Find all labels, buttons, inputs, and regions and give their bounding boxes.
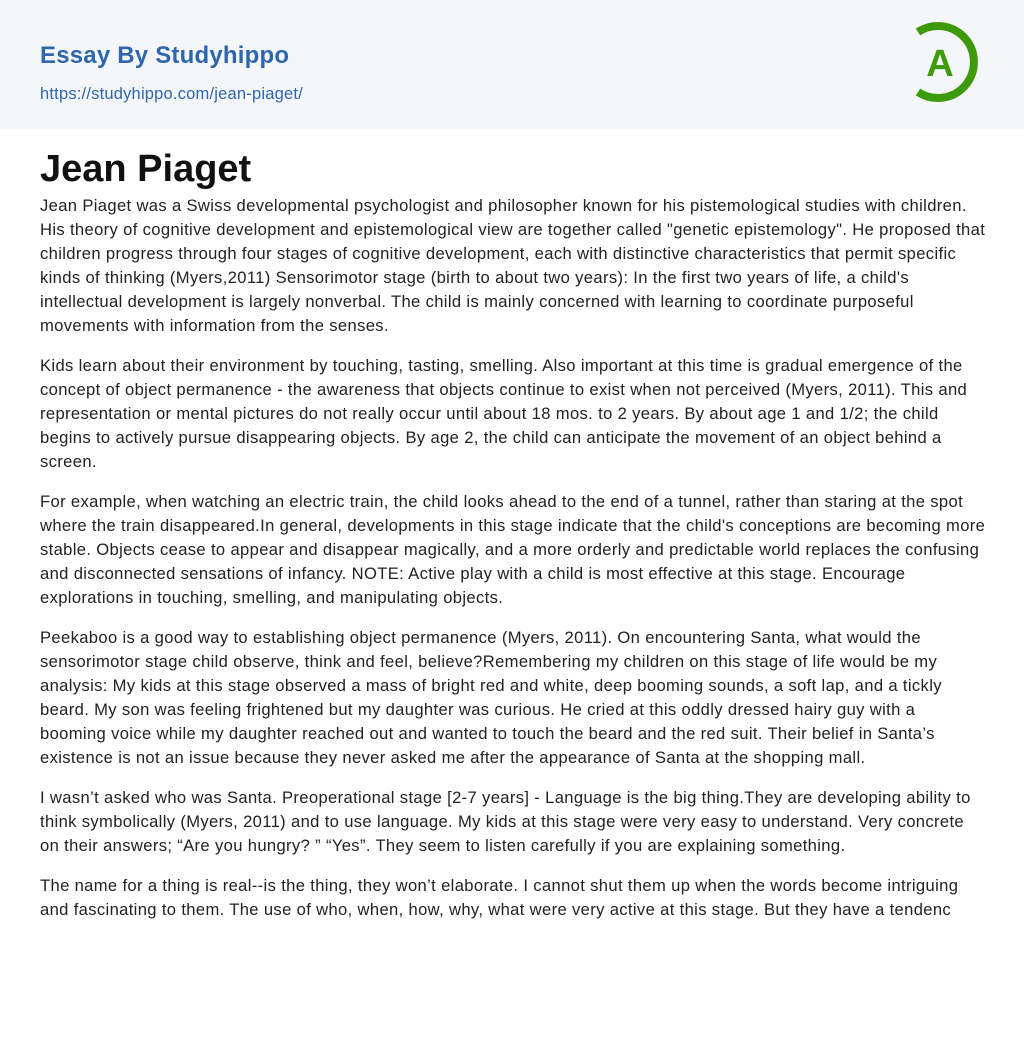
essay-body: [40, 194, 986, 938]
paragraph: The name for a thing is real--is the thing, they won’t elaborate. I cannot shut them up when the words become intriguing and fascinating to them. The use of who, when, how, why, what were very active at this stage. But they have a tendenc: [40, 876, 959, 919]
paragraph: I wasn’t asked who was Santa. Preoperational stage [2-7 years] - Language is the big thing.They are developing ability to think symbolically (Myers, 2011) and to use language. My kids at this stage were very easy to understand. Very concrete on their answers; “Are you hungry? ” “Yes”. They seem to listen carefully if you are explaining something.: [40, 788, 971, 855]
logo-letter: A: [926, 43, 954, 85]
paragraph: Kids learn about their environment by touching, tasting, smelling. Also important at this time is gradual emergence of the concept of object permanence - the awareness that objects continue to exist when not perceived (Myers, 2011). This and representation or mental pictures do not really occur until about 18 mos. to 2 years. By about age 1 and 1/2; the child begins to actively pursue disappearing objects. By age 2, the child can anticipate the movement of an object behind a screen.: [40, 356, 968, 471]
brand-title: Essay By Studyhippo: [40, 42, 290, 69]
page-title: Jean Piaget: [40, 148, 252, 190]
paragraph: For example, when watching an electric train, the child looks ahead to the end of a tunnel, rather than staring at the spot where the train disappeared.In general, developments in this stage indicate that the child's conceptions are becoming more stable. Objects cease to appear and disappear magically, and a more orderly and predictable world replaces the confusing and disconnected sensations of infancy. NOTE: Active play with a child is most effective at this stage. Encourage explorations in touching, smelling, and manipulating objects.: [40, 492, 986, 607]
paragraph: Jean Piaget was a Swiss developmental psychologist and philosopher known for his pistemological studies with children. His theory of cognitive development and epistemological view are together called "genetic epistemology". He proposed that children progress through four stages of cognitive development, each with distinctive characteristics that permit specific kinds of thinking (Myers,2011) Sensorimotor stage (birth to about two years): In the first two years of life, a child's intellectual development is largely nonverbal. The child is mainly concerned with learning to coordinate purposeful movements with information from the senses.: [40, 196, 986, 335]
studyhippo-logo-icon: [906, 18, 986, 106]
paragraph: Peekaboo is a good way to establishing object permanence (Myers, 2011). On encountering Santa, what would the sensorimotor stage child observe, think and feel, believe?Remembering my children on this stage of life would be my analysis: My kids at this stage observed a mass of bright red and white, deep booming sounds, a soft lap, and a tickly beard. My son was feeling frightened but my daughter was curious. He cried at this oddly dressed hairy guy with a booming voice while my daughter reached out and wanted to touch the beard and the red suit. Their belief in Santa’s existence is not an issue because they never asked me after the appearance of Santa at the shopping mall.: [40, 628, 942, 767]
essay-url-link[interactable]: https://studyhippo.com/jean-piaget/: [40, 85, 303, 103]
